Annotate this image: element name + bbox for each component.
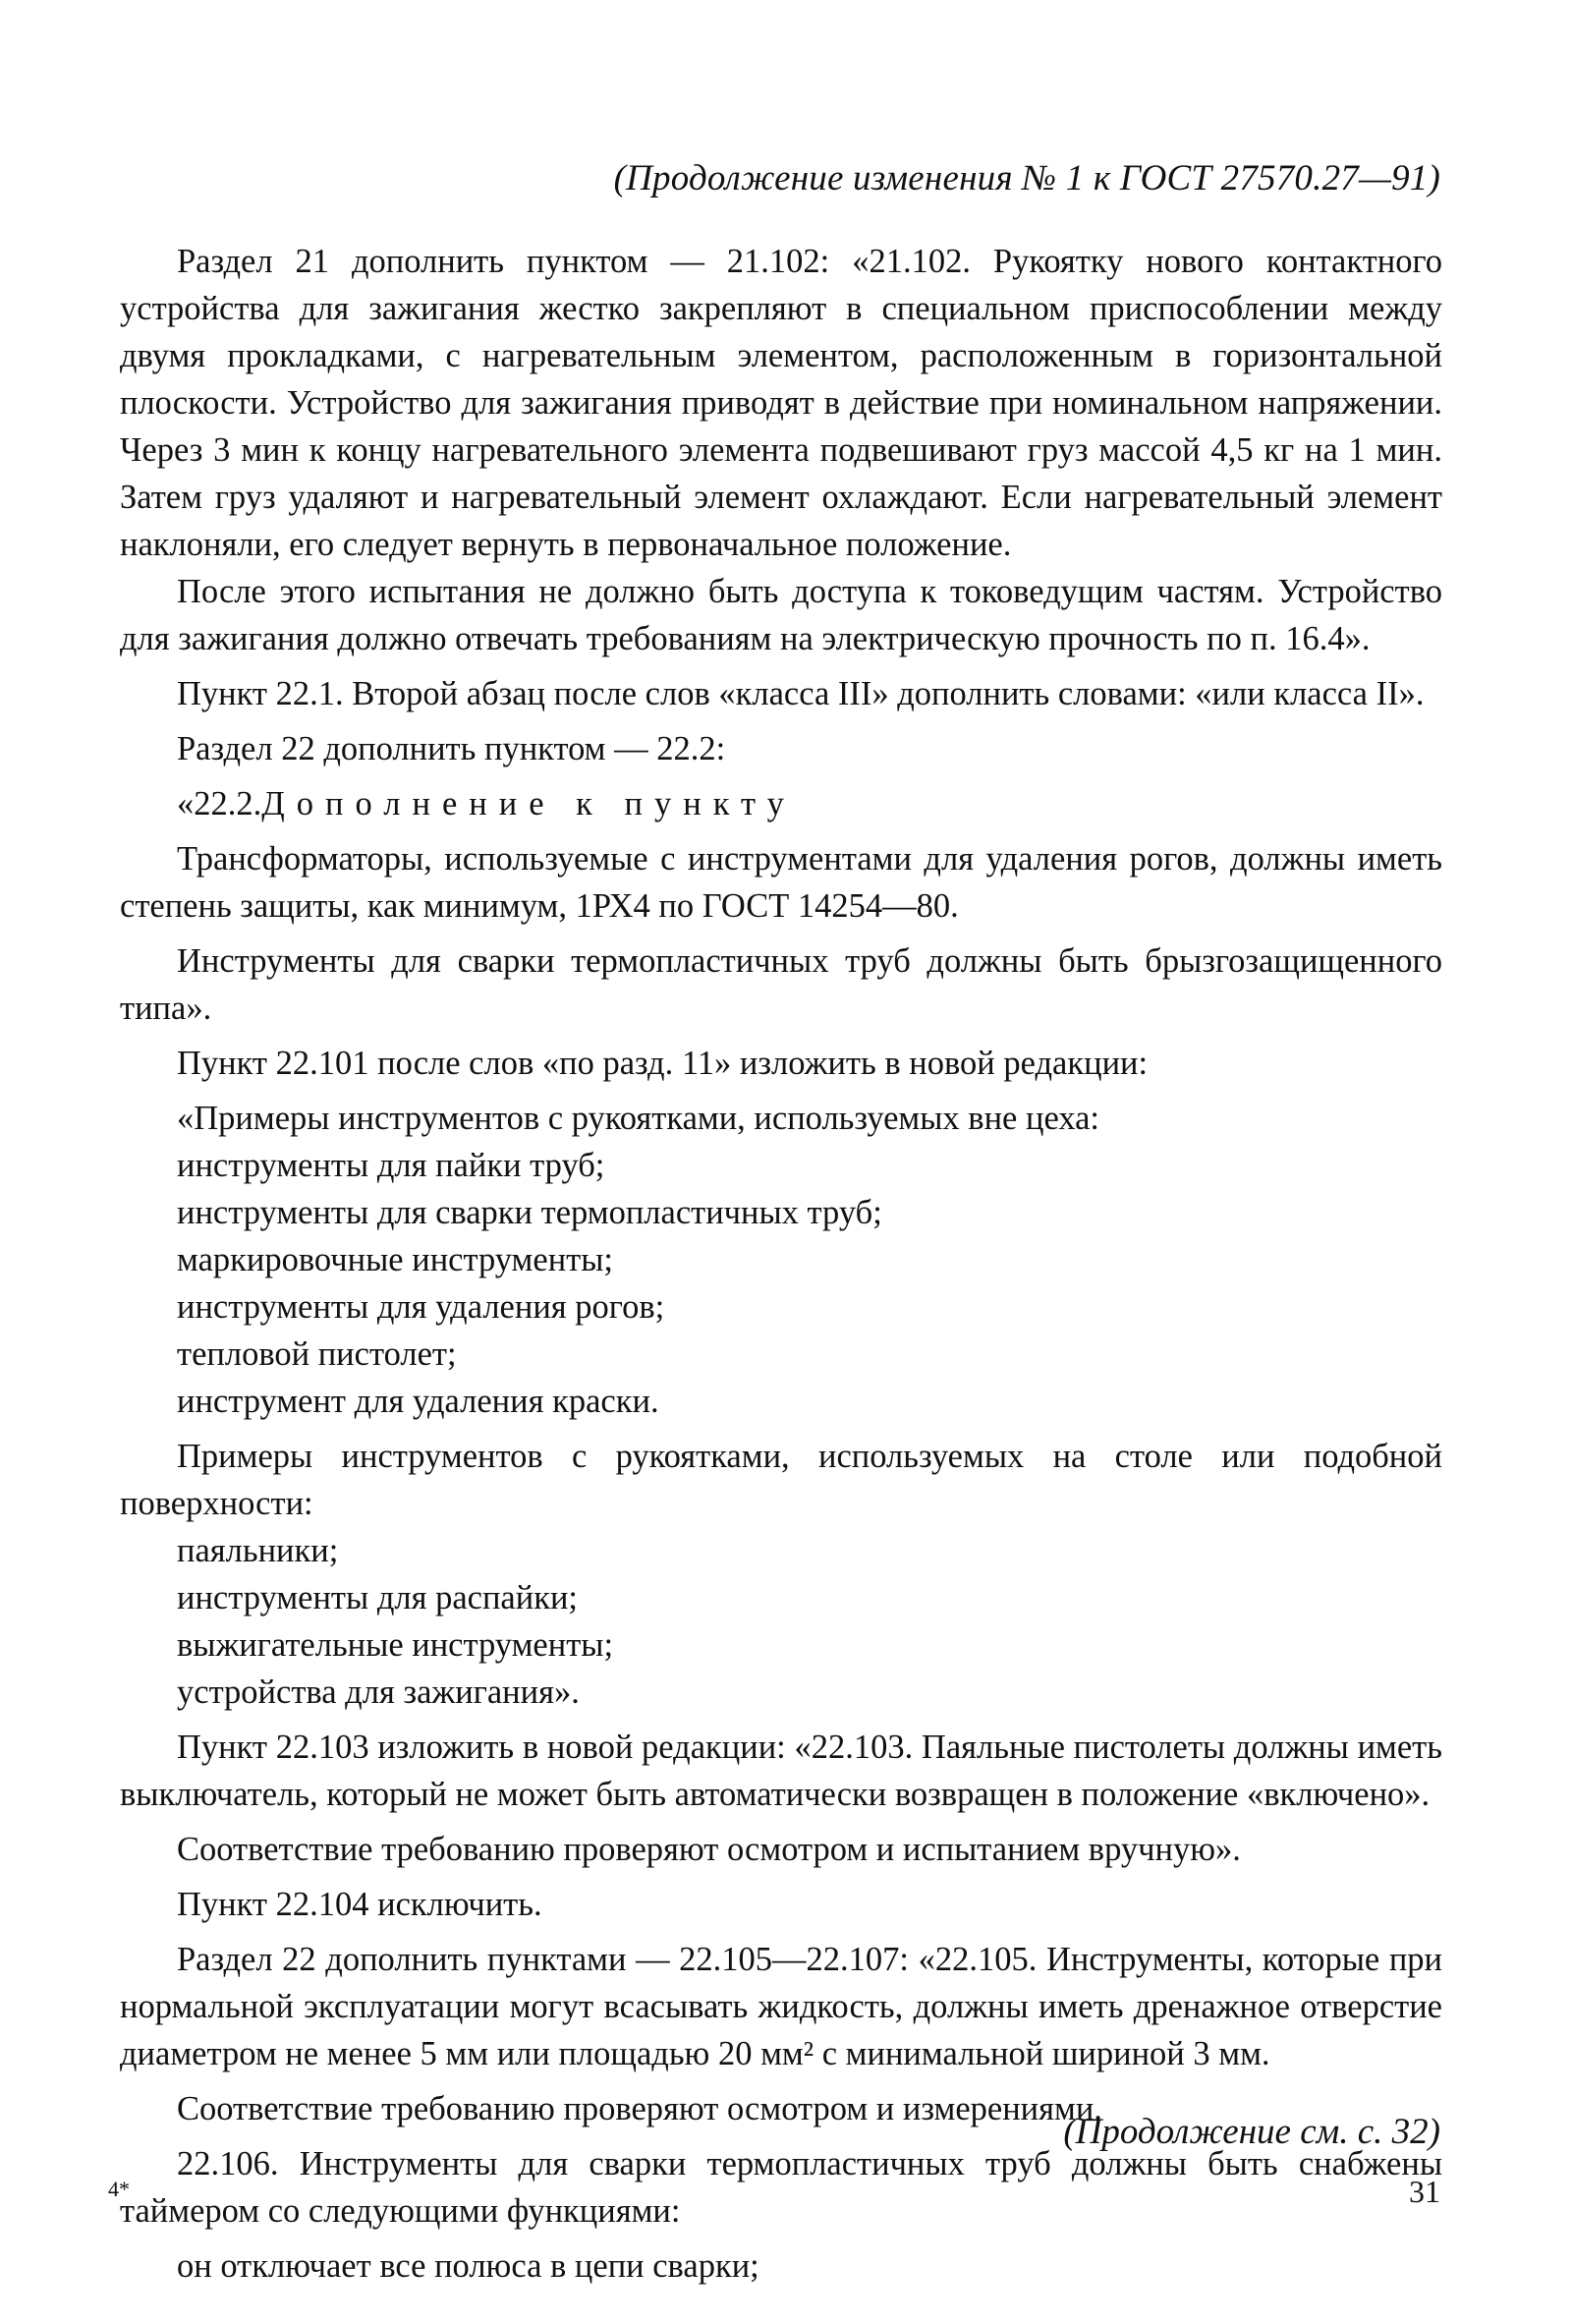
list-item: инструменты для удаления рогов; xyxy=(177,1288,665,1326)
list-item: инструменты для распайки; xyxy=(177,1579,579,1616)
paragraph-compliance-manual: Соответствие требованию проверяют осмотром и испытанием вручную». xyxy=(177,1831,1241,1868)
paragraph-22-105: Раздел 22 дополнить пунктами — 22.105—22.107: «22.105. Инструменты, которые при нормальной эксплуатации могут всасывать жидкость, должны иметь дренажное отверстие диаметром не менее 5 мм или площадью 20 мм² с минимальной шириной 3 мм. xyxy=(120,1941,1442,2072)
paragraph-splashproof: Инструменты для сварки термопластичных труб должны быть брызгозащищенного типа». xyxy=(120,942,1442,1027)
paragraph-22-101: Пункт 22.101 после слов «по разд. 11» изложить в новой редакции: xyxy=(177,1045,1149,1082)
paragraph-examples-table: Примеры инструментов с рукоятками, используемых на столе или подобной поверхности: xyxy=(120,1438,1442,1522)
paragraph-after-test: После этого испытания не должно быть доступа к токоведущим частям. Устройство для зажигания должно отвечать требованиям на электрическую прочность по п. 16.4». xyxy=(120,573,1442,657)
list-item: инструменты для пайки труб; xyxy=(177,1147,605,1184)
paragraph-examples-outdoor: «Примеры инструментов с рукоятками, используемых вне цеха: xyxy=(177,1100,1100,1137)
continued-note: (Продолжение см. с. 32) xyxy=(1063,2112,1440,2152)
document-body xyxy=(120,238,1442,2297)
list-item: инструменты для сварки термопластичных труб; xyxy=(177,1194,882,1231)
paragraph-compliance-measure: Соответствие требованию проверяют осмотром и измерениями. xyxy=(177,2090,1102,2127)
running-header: (Продолжение изменения № 1 к ГОСТ 27570.27—91) xyxy=(613,158,1440,198)
list-item: выжигательные инструменты; xyxy=(177,1626,614,1664)
paragraph-add-22-2: Раздел 22 дополнить пунктом — 22.2: xyxy=(177,730,726,767)
paragraph-transformers: Трансформаторы, используемые с инструментами для удаления рогов, должны иметь степень защиты, как минимум, 1РХ4 по ГОСТ 14254—80. xyxy=(120,840,1442,925)
paragraph-22-1: Пункт 22.1. Второй абзац после слов «класса III» дополнить словами: «или класса II». xyxy=(177,675,1425,712)
paragraph-22-106: 22.106. Инструменты для сварки термопластичных труб должны быть снабжены таймером со следующими функциями: xyxy=(120,2145,1442,2230)
paragraph-22-103: Пункт 22.103 изложить в новой редакции: «22.103. Паяльные пистолеты должны иметь выключатель, который не может быть автоматически возвращен в положение «включено». xyxy=(120,1729,1442,1813)
signature-mark: 4* xyxy=(108,2177,130,2201)
clause-title-spaced: Дополнение к пункту xyxy=(261,785,796,822)
list-item: маркировочные инструменты; xyxy=(177,1241,614,1278)
paragraph-21-102: Раздел 21 дополнить пунктом — 21.102: «21.102. Рукоятку нового контактного устройства для зажигания жестко закрепляют в специальном приспособлении между двумя прокладками, с нагревательным элементом, расположенным в горизонтальной плоскости. Устройство для зажигания приводят в действие при номинальном напряжении. Через 3 мин к концу нагревательного элемента подвешивают груз массой 4,5 кг на 1 мин. Затем груз удаляют и нагревательный элемент охлаждают. Если нагревательный элемент наклоняли, его следует вернуть в первоначальное положение. xyxy=(120,243,1442,563)
paragraph-timer-function: он отключает все полюса в цепи сварки; xyxy=(177,2247,759,2285)
list-item: тепловой пистолет; xyxy=(177,1335,457,1373)
list-item: инструмент для удаления краски. xyxy=(177,1383,659,1420)
clause-number: «22.2. xyxy=(177,785,262,822)
page-number: 31 xyxy=(1409,2174,1440,2209)
paragraph-22-2-heading xyxy=(120,780,1442,827)
list-item: устройства для зажигания». xyxy=(177,1673,580,1711)
list-item: паяльники; xyxy=(177,1532,339,1569)
paragraph-22-104: Пункт 22.104 исключить. xyxy=(177,1886,542,1923)
